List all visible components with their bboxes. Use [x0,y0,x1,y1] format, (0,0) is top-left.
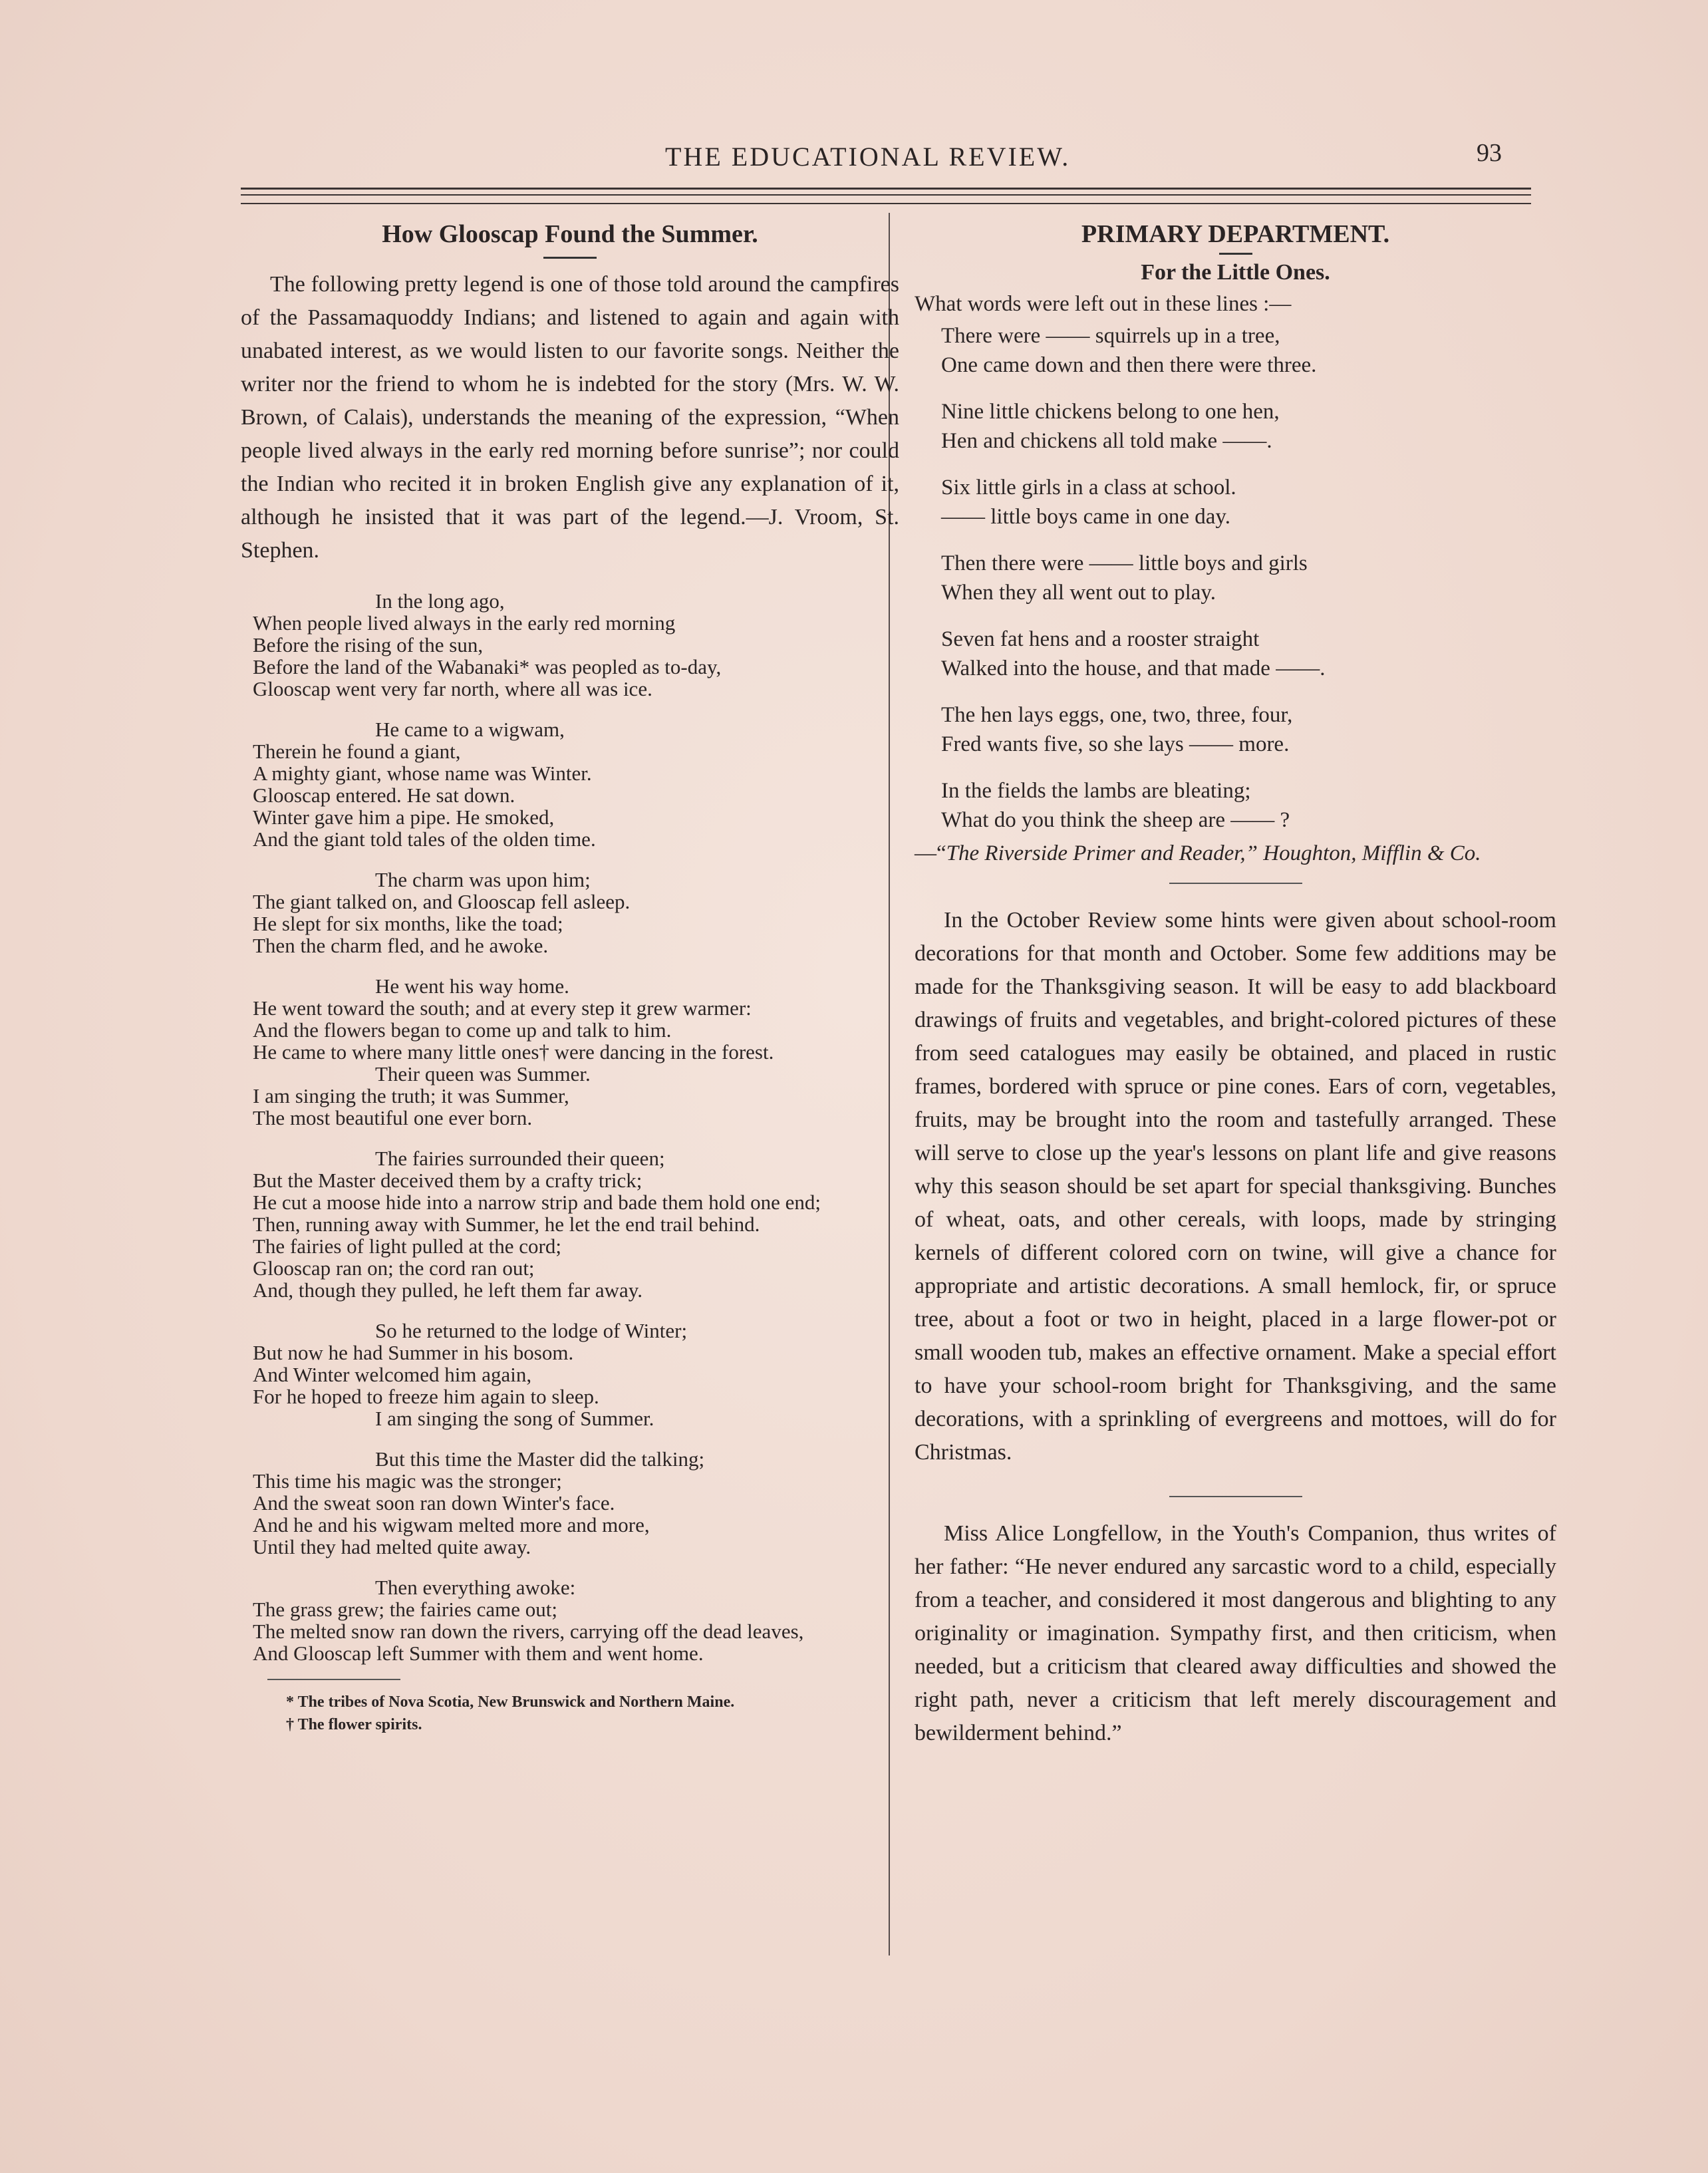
poem-line: The fairies of light pulled at the cord; [253,1234,561,1258]
verse-stanza [941,776,1556,835]
poem-line: Winter gave him a pipe. He smoked, [253,805,555,829]
poem-line: But this time the Master did the talking; [375,1447,705,1471]
longfellow-paragraph: Miss Alice Longfellow, in the Youth's Companion, thus writes of her father: “He never endured any sarcastic word to a child, especially from a teacher, and considered it most dangerous and blighting to any originality or imagination. Sympathy first, and then criticism, when needed, but a criticism that cleared away difficulties and showed the right path, never a criticism that left merely discouragement and bewilderment behind.” [915,1521,1556,1745]
poem-line: The grass grew; the fairies came out; [253,1598,557,1621]
footnote: * The tribes of Nova Scotia, New Brunswick and Northern Maine. [286,1693,735,1711]
poem-line: A mighty giant, whose name was Winter. [253,762,592,785]
exercise-verses [915,321,1556,835]
verse-stanza [941,473,1556,531]
verse-line: Walked into the house, and that made ——. [941,656,1326,680]
poem-stanza [253,869,899,956]
running-header [239,141,1522,181]
verse-stanza [941,625,1556,683]
section-rule [1169,1496,1302,1497]
poem-line: Then, running away with Summer, he let the end trail behind. [253,1213,760,1236]
poem-line: Before the rising of the sun, [253,633,484,656]
footnote-rule [267,1679,400,1680]
poem-line: Then everything awoke: [375,1576,576,1599]
poem-stanza [253,1320,899,1429]
poem-line: Then the charm fled, and he awoke. [253,934,549,957]
header-rule [241,203,1531,204]
legend-poem [241,590,899,1664]
poem-line: He slept for six months, like the toad; [253,912,563,935]
poem-stanza [253,1448,899,1558]
decorations-paragraph: In the October Review some hints were given about school-room decorations for that month and October. Some few additions may be made for the Thanksgiving season. It will be easy to add blackboard drawings of fruits and vegetables, and bright-colored pictures of these from seed catalogues may easily be obtained, and placed in rustic frames, bordered with spruce or pine cones. Ears of corn, vegetables, fruits, may be brought into the room and tastefully arranged. These will serve to close up the year's lessons on plant life and give reasons why this season should be set apart for special thanksgiving. Bunches of wheat, oats, and other cereals, with loops, made by stringing kernels of different colored corn on twine, will give a chance for appropriate and artistic decorations. A small hemlock, fir, or spruce tree, about a foot or two in height, placed in a large flower-pot or small wooden tub, makes an effective ornament. Make a special effort to have your school-room bright for Thanksgiving, and the same decorations, with a sprinkling of evergreens and mottoes, will do for Christmas. [915,908,1556,1465]
poem-line: And the flowers began to come up and talk to him. [253,1018,672,1042]
poem-stanza [253,1147,899,1301]
poem-line: Until they had melted quite away. [253,1535,531,1558]
poem-line: And Glooscap left Summer with them and went home. [253,1642,704,1665]
verse-line: Nine little chickens belong to one hen, [941,400,1280,424]
poem-line: The melted snow ran down the rivers, carrying off the dead leaves, [253,1620,804,1643]
footnotes [286,1691,899,1736]
section-subtitle: For the Little Ones. [1141,260,1330,285]
poem-stanza [253,590,899,700]
poem-line: In the long ago, [375,589,505,613]
verse-line: Seven fat hens and a rooster straight [941,627,1260,651]
exercise-question: What words were left out in these lines :— [915,292,1292,316]
section-rule [1169,883,1302,884]
verse-stanza [941,397,1556,456]
poem-line: The most beautiful one ever born. [253,1106,533,1129]
poem-line: But the Master deceived them by a crafty trick; [253,1169,642,1192]
verse-line: There were —— squirrels up in a tree, [941,324,1280,348]
header-rule [241,188,1531,190]
article-title: How Glooscap Found the Summer. [382,220,758,248]
verse-stanza [941,549,1556,607]
poem-line: When people lived always in the early red morning [253,611,676,635]
poem-line: Glooscap entered. He sat down. [253,784,515,807]
poem-line: I am singing the truth; it was Summer, [253,1084,569,1107]
header-rule [241,194,1531,196]
poem-line: And, though they pulled, he left them far away. [253,1278,642,1302]
verse-line: Six little girls in a class at school. [941,476,1236,500]
footnote: † The flower spirits. [286,1716,422,1733]
poem-stanza [253,975,899,1129]
poem-line: Therein he found a giant, [253,740,461,763]
poem-line: And the sweat soon ran down Winter's face. [253,1491,615,1515]
verse-line: What do you think the sheep are —— ? [941,808,1290,832]
poem-line: The fairies surrounded their queen; [375,1147,665,1170]
poem-line: Glooscap went very far north, where all was ice. [253,677,652,700]
poem-line: Glooscap ran on; the cord ran out; [253,1256,535,1280]
left-column [241,213,899,1736]
poem-line: And Winter welcomed him again, [253,1363,532,1386]
article-intro: The following pretty legend is one of those told around the campfires of the Passamaquoddy Indians; and listened to again and again with unabated interest, as we would listen to our favorite songs. Neither the writer nor the friend to whom he is indebted for the story (Mrs. W. W. Brown, of Calais), understands the meaning of the expression, “When people lived always in the early red morning before sunrise”; nor could the Indian who recited it in broken English give any explanation of it, although he insisted that it was part of the legend.—J. Vroom, St. Stephen. [241,272,899,563]
poem-line: For he hoped to freeze him again to sleep. [253,1385,599,1408]
verse-line: In the fields the lambs are bleating; [941,779,1251,803]
poem-stanza [253,1576,899,1664]
poem-line: Before the land of the Wabanaki* was peopled as to-day, [253,655,722,678]
poem-line: And the giant told tales of the olden time. [253,827,596,851]
credit-text: The Riverside Primer and Reader,” Houghton, Mifflin & Co. [946,841,1481,865]
poem-line: He came to a wigwam, [375,718,565,741]
verse-line: Hen and chickens all told make ——. [941,429,1272,453]
poem-line: He went his way home. [375,974,569,998]
poem-line: And he and his wigwam melted more and more, [253,1513,650,1536]
department-title: PRIMARY DEPARTMENT. [1081,220,1390,248]
poem-line: The giant talked on, and Glooscap fell asleep. [253,890,631,913]
verse-line: The hen lays eggs, one, two, three, four, [941,703,1293,727]
verse-line: Then there were —— little boys and girls [941,551,1308,575]
page-number: 93 [1477,139,1502,167]
poem-line: He went toward the south; and at every step it grew warmer: [253,996,752,1020]
poem-line: He cut a moose hide into a narrow strip and bade them hold one end; [253,1191,821,1214]
poem-line: Their queen was Summer. [375,1062,591,1086]
poem-stanza [253,718,899,850]
credit-dash: —“ [915,841,946,865]
department-rule [1219,253,1252,255]
poem-line: This time his magic was the stronger; [253,1469,562,1493]
right-column [915,213,1556,1750]
verse-line: Fred wants five, so she lays —— more. [941,732,1290,756]
poem-line: I am singing the song of Summer. [375,1407,654,1430]
verse-stanza [941,700,1556,759]
verse-line: When they all went out to play. [941,581,1216,605]
verse-line: —— little boys came in one day. [941,505,1231,529]
poem-line: The charm was upon him; [375,868,591,891]
poem-line: He came to where many little ones† were dancing in the forest. [253,1040,774,1064]
journal-title: THE EDUCATIONAL REVIEW. [665,142,1071,172]
verse-line: One came down and then there were three. [941,353,1317,377]
title-rule [543,257,597,259]
poem-line: So he returned to the lodge of Winter; [375,1319,688,1342]
poem-line: But now he had Summer in his bosom. [253,1341,574,1364]
verse-stanza [941,321,1556,380]
source-credit [915,839,1556,868]
